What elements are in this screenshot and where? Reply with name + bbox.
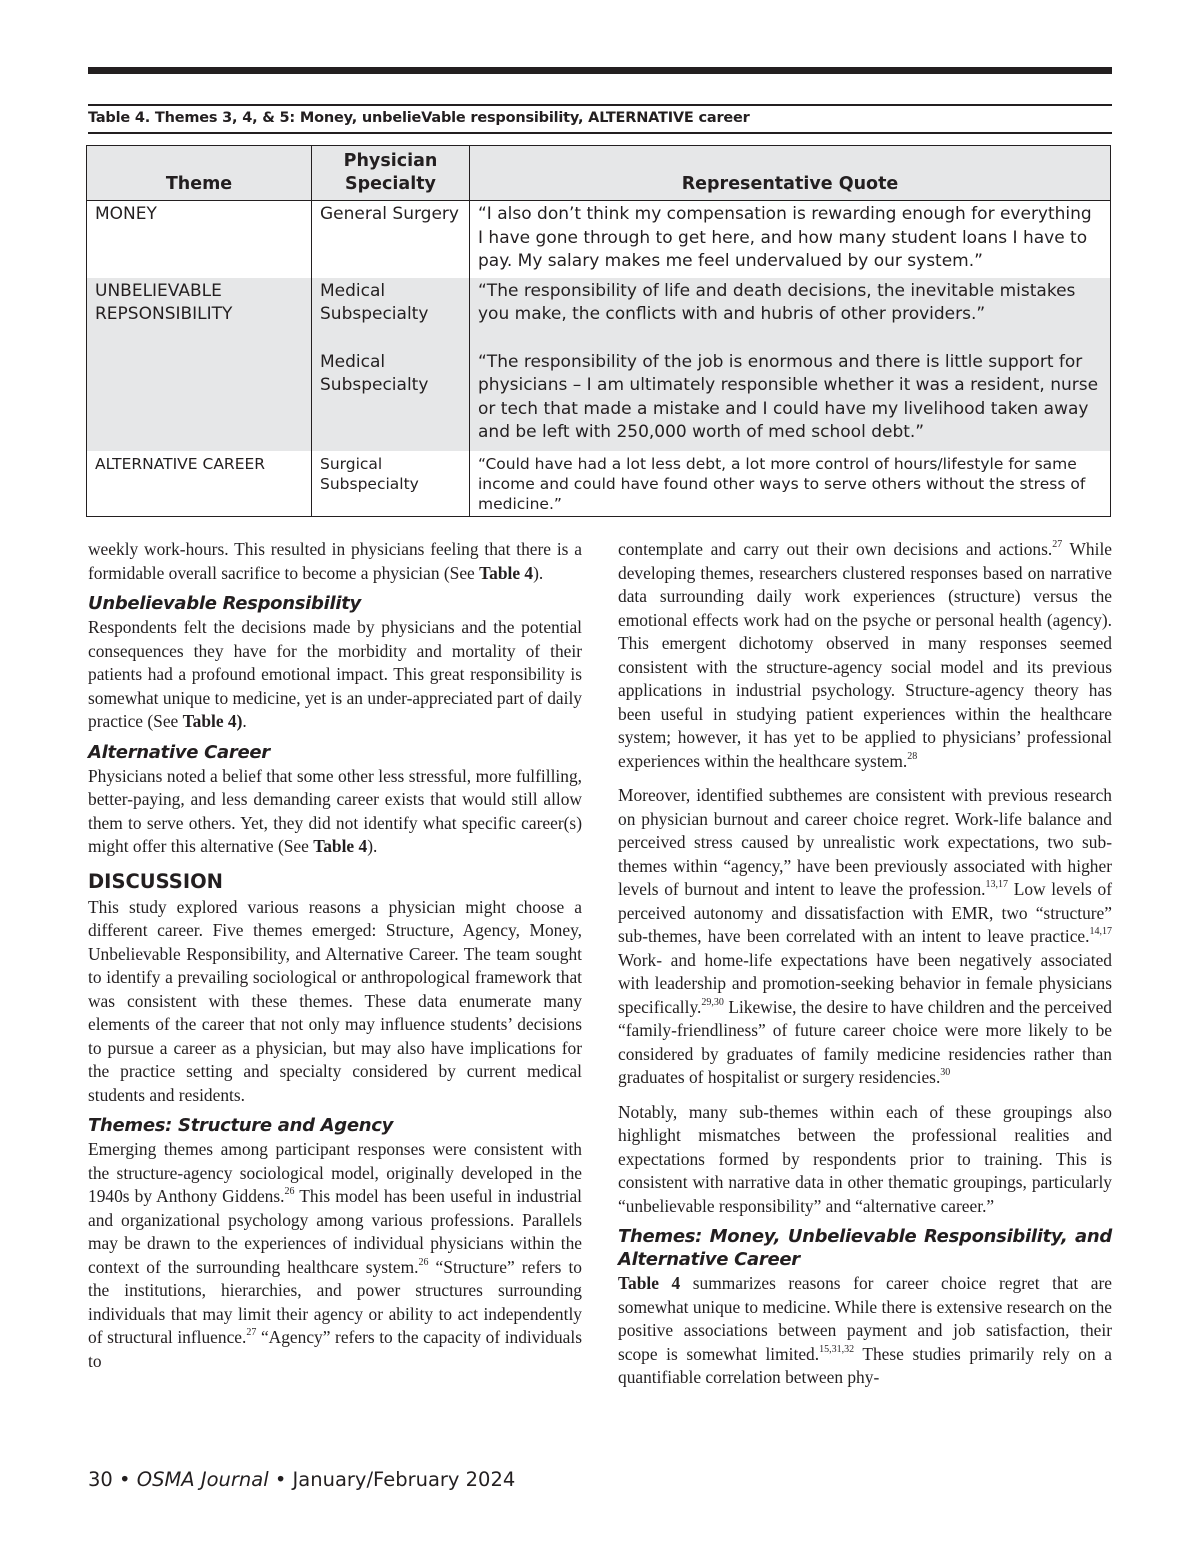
text: While developing themes, researchers clustered responses based on narrative data surrounding daily work experiences (structure) versus the emotional effects work had on the psyche or personal health (agency). This emergent dichotomy observed in many responses seemed consistent with the structure-agency social model and its previous applications in industrial psychology. Structure-agency theory has been useful in studying patient experiences within the healthcare system; however, it has yet to be applied to physicians’ professional experiences within the healthcare system. <box>618 539 1112 771</box>
cell-specialty <box>312 451 470 517</box>
paragraph <box>88 616 582 734</box>
cell-specialty <box>312 349 470 451</box>
paragraph <box>88 1138 582 1373</box>
text: This model has been useful in industrial and organizational psychology among various professions. Parallels may be drawn to the experiences of individual physicians within the context of the surrounding healthcare system. <box>88 1186 583 1277</box>
text: “Structure” refers to the institutions, hierarchies, and power structures surrounding individuals that may limit their agency or ability to act independently of structural influence. <box>88 1256 582 1347</box>
heading-discussion: DISCUSSION <box>88 869 223 893</box>
text: Emerging themes among participant responses were consistent with the structure-agency sociological model, originally developed in the 1940s by Anthony Giddens. <box>88 1139 582 1206</box>
page-number: 30 <box>88 1468 113 1491</box>
paragraph: Notably, many sub-themes within each of these groupings also highlight mismatches between the professional realities and expectations formed by respondents prior to training. This is consistent with narrative data in other thematic groupings, particularly “unbelievable responsibility” and “alternative career.” <box>618 1101 1112 1216</box>
cell-theme-empty <box>87 349 312 451</box>
text: Physicians noted a belief that some other less stressful, more fulfilling, better-paying, and less demanding career exists that would still allow them to serve others. Yet, they did not identify what specific career(s) might offer this alternative (See <box>88 765 582 856</box>
citation: 26 <box>418 1256 429 1268</box>
top-rule <box>88 67 1112 74</box>
text: Work- and home-life expectations have been negatively associated with leadership and promotion-seeking behavior in female physicians specifically. <box>618 949 1112 1017</box>
header-quote: Representative Quote <box>470 146 1111 201</box>
citation: 27 <box>1052 539 1063 551</box>
caption-bottom-line <box>88 132 1112 134</box>
citation: 26 <box>284 1186 295 1198</box>
cell-quote: “The responsibility of life and death decisions, the inevitable mistakes you make, the conflicts with and hubris of other providers.” <box>470 278 1111 349</box>
text: contemplate and carry out their own decisions and actions. <box>618 539 1053 559</box>
subheading-unbelievable-responsibility: Unbelievable Responsibility <box>88 593 361 614</box>
right-column <box>618 538 1112 1401</box>
table-caption: Table 4. Themes 3, 4, & 5: Money, unbelieVable responsibility, ALTERNATIVE career <box>88 110 750 126</box>
table-row <box>87 451 1111 517</box>
page-footer <box>88 1468 515 1491</box>
journal-name: OSMA Journal <box>136 1468 269 1491</box>
footer-bullet: • <box>274 1468 287 1491</box>
cell-theme <box>87 278 312 349</box>
text: These studies primarily rely on a quantifiable correlation between phy- <box>618 1343 1112 1387</box>
table-row <box>87 278 1111 349</box>
cell-specialty-line1: Medical <box>320 280 386 301</box>
cell-specialty-line1: Surgical <box>320 454 383 473</box>
issue-date: January/February 2024 <box>292 1468 516 1491</box>
left-column <box>88 538 582 1384</box>
citation: 14,17 <box>1089 926 1112 938</box>
citation: 15,31,32 <box>819 1343 855 1355</box>
cell-specialty-line2: Subspecialty <box>320 474 419 493</box>
cell-quote: “Could have had a lot less debt, a lot more control of hours/lifestyle for same income and could have found other ways to serve others without the stress of medicine.” <box>470 451 1111 517</box>
cell-theme: MONEY <box>87 201 312 278</box>
header-specialty-line1: Physician <box>343 151 438 171</box>
table-ref: Table 4 <box>479 562 534 583</box>
footer-bullet: • <box>119 1468 131 1491</box>
citation: 27 <box>246 1327 257 1339</box>
subheading-alternative-career: Alternative Career <box>88 741 270 763</box>
text: . <box>242 711 247 731</box>
header-specialty-line2: Specialty <box>345 174 436 194</box>
paragraph: This study explored various reasons a physician might choose a different career. Five themes emerged: Structure, Agency, Money, Unbelievable Responsibility, and Alternative Career. The team sought to identify a prevailing sociological or anthropological framework that was consistent with these themes. These data enumerate many elements of the career that not only may influence students’ decisions to pursue a career as a physician, but may also have implications for the practice setting and specialty considered by current medical students and residents. <box>88 896 582 1105</box>
table-ref: Table 4 <box>618 1273 681 1293</box>
caption-top-line <box>88 104 1112 106</box>
citation: 29,30 <box>701 996 724 1008</box>
table-4 <box>86 145 1111 517</box>
cell-theme-line2: REPSONSIBILITY <box>95 304 233 324</box>
subheading-money-responsibility-career: Themes: Money, Unbelievable Responsibility, and Alternative Career <box>618 1226 1112 1270</box>
cell-specialty-line2: Subspecialty <box>320 304 429 324</box>
paragraph <box>618 1272 1112 1390</box>
table-header-row <box>87 146 1111 201</box>
text: weekly work-hours. This resulted in physicians feeling that there is a formidable overall sacrifice to become a physician (See <box>88 539 582 583</box>
table-row <box>87 349 1111 451</box>
cell-quote: “The responsibility of the job is enormous and there is little support for physicians – I am ultimately responsible whether it was a resident, nurse or tech that made a mistake and I could have my livelihood taken away and be left with 250,000 worth of med school debt.” <box>470 349 1111 451</box>
cell-specialty <box>312 278 470 349</box>
table-row <box>87 201 1111 278</box>
paragraph <box>618 538 1112 773</box>
cell-specialty-line2: Subspecialty <box>320 375 429 395</box>
paragraph <box>618 784 1112 1090</box>
cell-theme-line1: UNBELIEVABLE <box>95 280 222 301</box>
text: ). <box>367 836 378 856</box>
text: ). <box>533 562 544 583</box>
text: Respondents felt the decisions made by physicians and the potential consequences they have for the morbidity and mortality of their patients had a profound emotional impact. This great responsibility is somewhat unique to medicine, yet is an under-appreciated part of daily practice (See <box>88 617 582 731</box>
table-ref: Table 4) <box>182 711 243 731</box>
text: Moreover, identified subthemes are consistent with previous research on physician burnout and career choice regret. Work-life balance and perceived stress caused by unrealistic work expectations, two sub-themes within “agency,” have been previously associated with higher levels of burnout and intent to leave the profession. <box>618 785 1112 899</box>
citation: 28 <box>907 750 918 762</box>
text: Likewise, the desire to have children and the perceived “family-friendliness” of future career choice were more likely to be considered by graduates of family medicine residencies rather than graduates of hospitalist or surgery residencies. <box>618 996 1112 1087</box>
citation: 13,17 <box>985 879 1009 891</box>
text: summarizes reasons for career choice regret that are somewhat unique to medicine. While there is extensive research on the positive associations between payment and job satisfaction, their scope is somewhat limited. <box>618 1273 1113 1364</box>
citation: 30 <box>940 1067 951 1079</box>
paragraph <box>88 765 582 859</box>
header-theme: Theme <box>87 146 312 201</box>
table-ref: Table 4 <box>313 836 368 856</box>
text: “Agency” refers to the capacity of individuals to <box>88 1327 583 1371</box>
paragraph <box>88 538 582 585</box>
cell-quote: “I also don’t think my compensation is rewarding enough for everything I have gone through to get here, and how many student loans I have to pay. My salary makes me feel undervalued by our system.” <box>470 201 1111 278</box>
text: Low levels of perceived autonomy and dissatisfaction with EMR, two “structure” sub-themes, have been correlated with an intent to leave practice. <box>618 879 1112 946</box>
header-specialty <box>312 146 470 201</box>
subheading-structure-agency: Themes: Structure and Agency <box>88 1115 394 1136</box>
cell-specialty-line1: Medical <box>320 351 386 372</box>
cell-specialty: General Surgery <box>312 201 470 278</box>
cell-theme: ALTERNATIVE CAREER <box>87 451 312 517</box>
